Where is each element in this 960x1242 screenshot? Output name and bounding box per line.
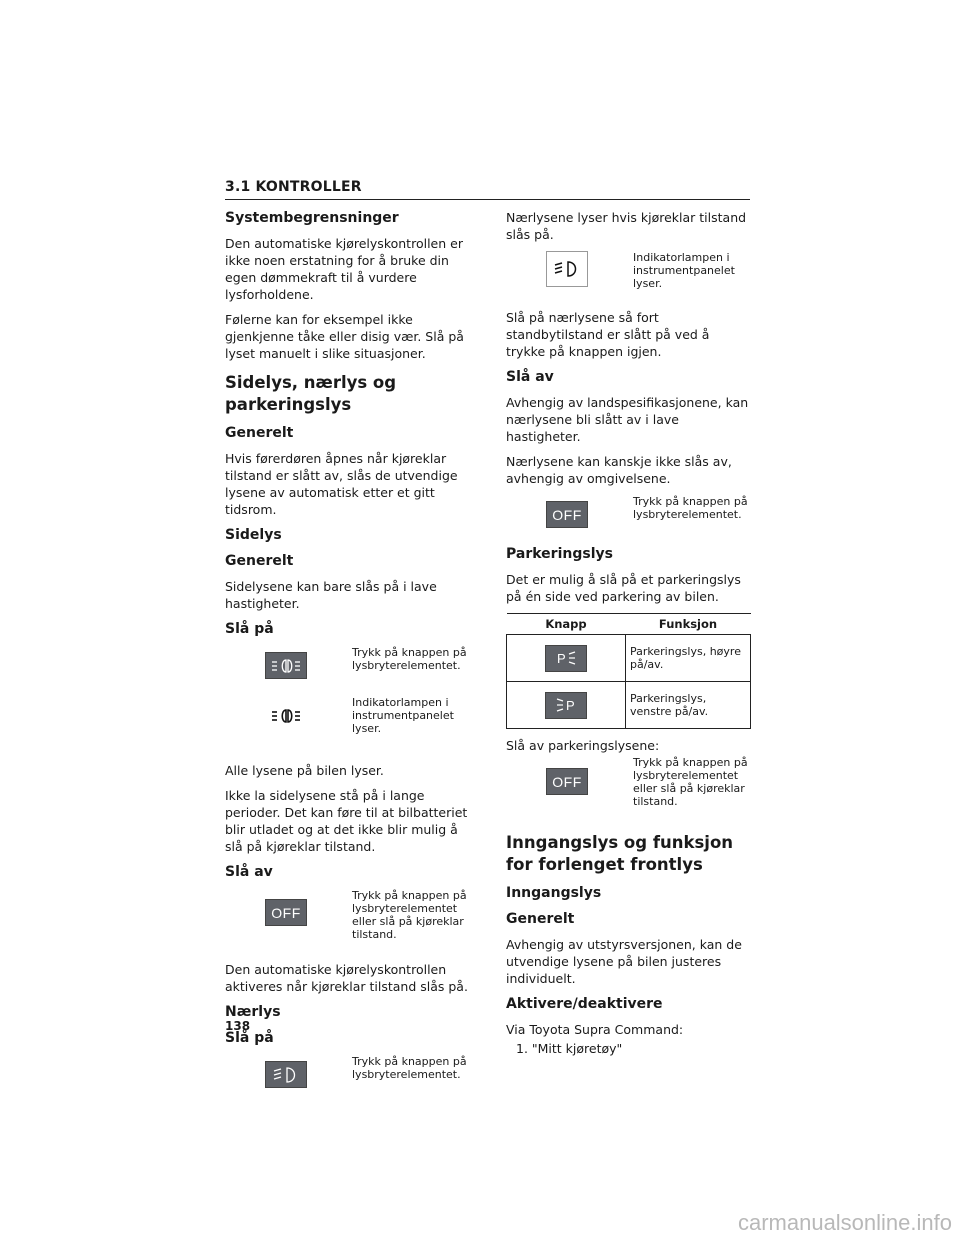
paragraph: Avhengig av landspesifikasjonene, kan nærlysene bli slått av i lave hastigheter. <box>506 395 749 444</box>
heading-sla-av: Slå av <box>506 369 554 385</box>
off-button-icon: OFF <box>265 899 307 926</box>
list-item: 1. "Mitt kjøretøy" <box>516 1041 623 1056</box>
watermark[interactable]: carmanualsonline.info <box>737 1210 952 1235</box>
icon-description: Trykk på knappen på lysbryterelementet. <box>352 646 467 672</box>
paragraph: Følerne kan for eksempel ikke gjenkjenne tåke eller disig vær. Slå på lyset manuelt i slike situasjoner. <box>225 312 464 361</box>
paragraph: Den automatiske kjørelyskontrollen aktiveres når kjøreklar tilstand slås på. <box>225 962 468 994</box>
icon-description: Trykk på knappen på lysbryterelementet. <box>352 1055 467 1081</box>
side-light-icon <box>265 652 307 679</box>
table-header: Funksjon <box>626 614 751 635</box>
heading-sidelys: Sidelys <box>225 527 282 543</box>
page-number: 138 <box>225 1019 251 1033</box>
off-button-icon: OFF <box>546 768 588 795</box>
icon-row-off <box>506 756 751 824</box>
svg-text:P: P <box>557 651 566 666</box>
icon-row-naerlys-indicator <box>506 251 751 301</box>
table-header-row <box>507 614 751 635</box>
icon-description: Indikatorlampen i instrumentpanelet lyser. <box>352 696 454 735</box>
paragraph: Nærlysene lyser hvis kjøreklar tilstand slås på. <box>506 210 747 242</box>
heading-aktivere: Aktivere/deaktivere <box>506 996 663 1012</box>
off-button-icon: OFF <box>546 501 588 528</box>
icon-description: Trykk på knappen på lysbryterelementet eller slå på kjøreklar tilstand. <box>633 756 748 808</box>
icon-description: Indikatorlampen i instrumentpanelet lyser. <box>633 251 735 290</box>
table-cell: Parkeringslys, venstre på/av. <box>626 682 751 729</box>
paragraph: Nærlysene kan kanskje ikke slås av, avhengig av omgivelsene. <box>506 454 732 486</box>
icon-row-sidelys-button <box>225 646 470 688</box>
paragraph: Alle lysene på bilen lyser. <box>225 763 384 778</box>
paragraph: Hvis førerdøren åpnes når kjøreklar tilstand er slått av, slås de utvendige lysene av automatisk etter et gitt tidsrom. <box>225 451 458 517</box>
heading-inngangslys-sub: Inngangslys <box>506 885 602 901</box>
icon-row-off <box>506 495 751 537</box>
paragraph: Via Toyota Supra Command: <box>506 1022 684 1037</box>
parking-light-right-icon <box>545 645 587 672</box>
icon-row-naerlys-button <box>225 1055 470 1097</box>
heading-parkeringslys: Parkeringslys <box>506 546 613 562</box>
icon-description: Trykk på knappen på lysbryterelementet. <box>633 495 748 521</box>
heading-sidelys-naerlys: Sidelys, nærlys og parkeringslys <box>225 373 397 414</box>
low-beam-icon <box>265 1061 307 1088</box>
heading-systembegrensninger: Systembegrensninger <box>225 210 399 226</box>
paragraph: Slå av parkeringslysene: <box>506 738 660 753</box>
paragraph: Det er mulig å slå på et parkeringslys på én side ved parkering av bilen. <box>506 572 741 604</box>
heading-generelt: Generelt <box>225 425 294 441</box>
table-cell <box>507 682 626 729</box>
paragraph: Den automatiske kjørelyskontrollen er ikke noen erstatning for å bruke din egen dømmekraft til å vurdere lysforholdene. <box>225 236 463 302</box>
right-column <box>506 209 751 1057</box>
heading-generelt: Generelt <box>225 553 294 569</box>
left-column <box>225 209 470 1105</box>
heading-inngangslys: Inngangslys og funksjon for forlenget frontlys <box>506 833 734 874</box>
section-header: 3.1 KONTROLLER <box>225 179 750 200</box>
table-row <box>507 635 751 682</box>
icon-row-off <box>225 889 470 953</box>
table-cell: Parkeringslys, høyre på/av. <box>626 635 751 682</box>
paragraph: Slå på nærlysene så fort standbytilstand er slått på ved å trykke på knappen igjen. <box>506 310 710 359</box>
heading-generelt: Generelt <box>506 911 575 927</box>
low-beam-indicator-icon <box>546 251 588 287</box>
side-light-indicator-icon <box>265 702 307 729</box>
parking-light-left-icon <box>545 692 587 719</box>
icon-row-sidelys-indicator <box>225 696 470 754</box>
heading-sla-av: Slå av <box>225 864 273 880</box>
paragraph: Ikke la sidelysene stå på i lange perioder. Det kan føre til at bilbatteriet blir utladet og at det ikke blir mulig å slå på kjøreklar tilstand. <box>225 788 468 854</box>
heading-naerlys: Nærlys <box>225 1004 281 1020</box>
parking-light-table <box>506 613 751 729</box>
svg-text:P: P <box>566 698 575 713</box>
paragraph: Avhengig av utstyrsversjonen, kan de utvendige lysene på bilen justeres individuelt. <box>506 937 742 986</box>
heading-sla-pa: Slå på <box>225 621 274 637</box>
heading-sla-pa: Slå på <box>225 1030 274 1046</box>
table-header: Knapp <box>507 614 626 635</box>
table-cell <box>507 635 626 682</box>
icon-description: Trykk på knappen på lysbryterelementet eller slå på kjøreklar tilstand. <box>352 889 467 941</box>
paragraph: Sidelysene kan bare slås på i lave hastigheter. <box>225 579 437 611</box>
table-row <box>507 682 751 729</box>
